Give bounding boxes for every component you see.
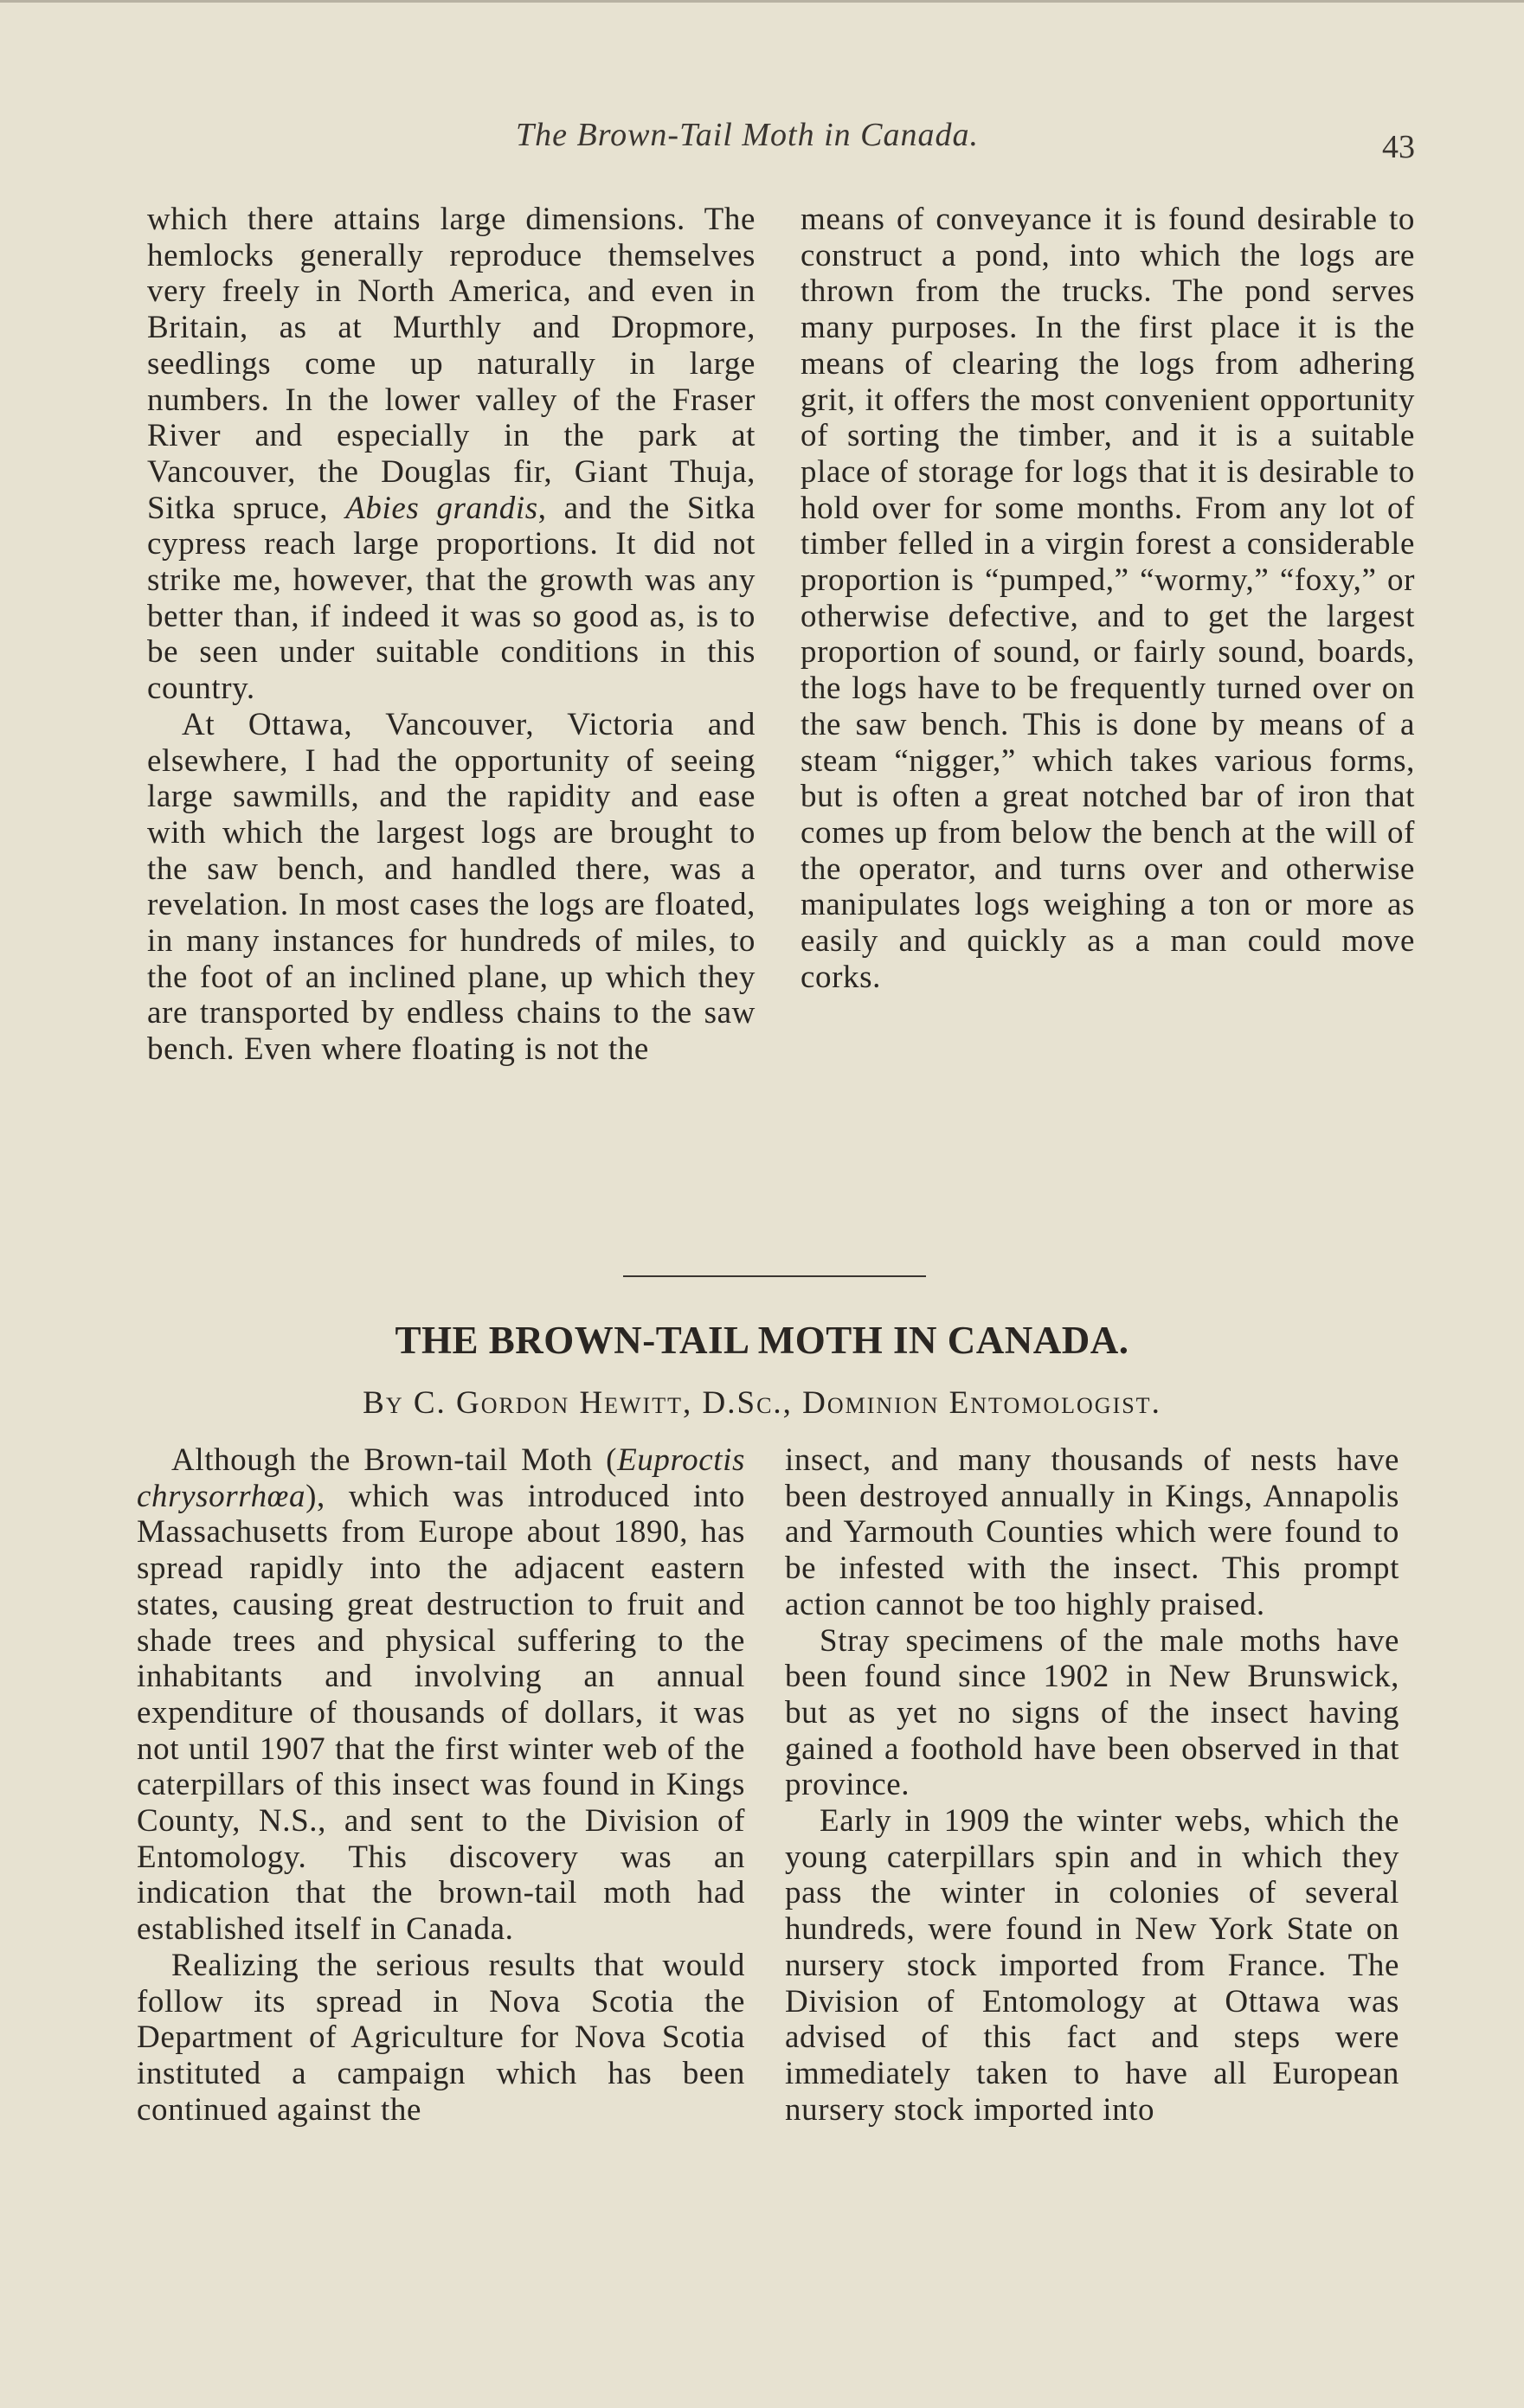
lower-right-column bbox=[785, 1442, 1399, 2128]
text-run: Although the Brown-tail Moth ( bbox=[171, 1442, 618, 1478]
page-number: 43 bbox=[1382, 129, 1415, 165]
upper-left-column bbox=[147, 202, 756, 1068]
paragraph: means of conveyance it is found desirable to construct a pond, into which the logs are thrown from the trucks. The pond serves many purposes. In the first place it is the means of clearing the logs from adhering grit, it offers the most convenient opportunity of sorting the timber, and it is a suitable place of storage for logs that it is desirable to hold over for some months. From any lot of timber felled in a virgin forest a considerable proportion is “pumped,” “wormy,” “foxy,” or otherwise defective, and to get the largest proportion of sound, or fairly sound, boards, the logs have to be frequently turned over on the saw bench. This is done by means of a steam “nigger,” which takes various forms, but is often a great notched bar of iron that comes up from below the bench at the will of the operator, and turns over and otherwise manipulates logs weighing a ton or more as easily and quickly as a man could move corks. bbox=[801, 202, 1415, 995]
text-run: , and the Sitka cypress reach large proportions. It did not strike me, however, that the growth was any better than, if indeed it was so good as, is to be seen under suitable conditions in this country. bbox=[147, 490, 756, 707]
paragraph: Stray specimens of the male moths have been found since 1902 in New Brunswick, but as yet no signs of the insect having gained a foothold have been observed in that province. bbox=[785, 1622, 1399, 1803]
article-byline: By C. Gordon Hewitt, D.Sc., Dominion Entomologist. bbox=[363, 1385, 1161, 1421]
section-divider bbox=[623, 1275, 926, 1277]
paragraph bbox=[137, 1442, 745, 1948]
italic-species-name: Abies grandis bbox=[345, 490, 538, 526]
paragraph bbox=[147, 202, 756, 707]
upper-right-column bbox=[801, 202, 1415, 995]
paragraph: Realizing the serious results that would follow its spread in Nova Scotia the Department of Agriculture for Nova Scotia instituted a campaign which has been continued against the bbox=[137, 1947, 745, 2128]
running-head-title: The Brown-Tail Moth in Canada. bbox=[516, 117, 979, 153]
paragraph bbox=[147, 707, 756, 1068]
paragraph: insect, and many thousands of nests have been destroyed annually in Kings, Annapolis and Yarmouth Counties which were found to be infested with the insect. This prompt action cannot be too highly praised. bbox=[785, 1442, 1399, 1622]
paragraph: Early in 1909 the winter webs, which the young caterpillars spin and in which they pass the winter in colonies of several hundreds, were found in New York State on nursery stock imported from France. The Division of Entomology at Ottawa was advised of this fact and steps were immediately taken to have all European nursery stock imported into bbox=[785, 1803, 1399, 2128]
text-run: which there attains large dimensions. The hemlocks generally reproduce themselves very freely in North America, and even in Britain, as at Murthly and Dropmore, seedlings come up naturally in large numbers. In the lower valley of the Fraser River and especially in the park at Vancouver, the Douglas fir, Giant Thuja, Sitka spruce, bbox=[147, 202, 756, 526]
text-run: At Ottawa, Vancouver, Victoria and elsewhere, I had the opportunity of seeing large sawmills, and the rapidity and ease with which the largest logs are brought to the saw bench, and handled there, was a revelation. In most cases the logs are floated, in many instances for hundreds of miles, to the foot of an inclined plane, up which they are transported by endless chains to the saw bench. Even where floating is not the bbox=[147, 706, 756, 1068]
text-run: ), which was introduced into Massachusetts from Europe about 1890, has spread rapidly into the adjacent eastern states, causing great destruction to fruit and shade trees and physical suffering to the inhabitants and involving an annual expenditure of thousands of dollars, it was not until 1907 that the first winter web of the caterpillars of this insect was found in Kings County, N.S., and sent to the Division of Entomology. This discovery was an indication that the brown-tail moth had established itself in Canada. bbox=[137, 1478, 745, 1948]
top-edge-rule bbox=[0, 0, 1524, 3]
lower-left-column bbox=[137, 1442, 745, 2128]
article-title: THE BROWN-TAIL MOTH IN CANADA. bbox=[395, 1319, 1129, 1362]
italic-species-name: Euproctis chrysorrhœa bbox=[137, 1442, 745, 1514]
